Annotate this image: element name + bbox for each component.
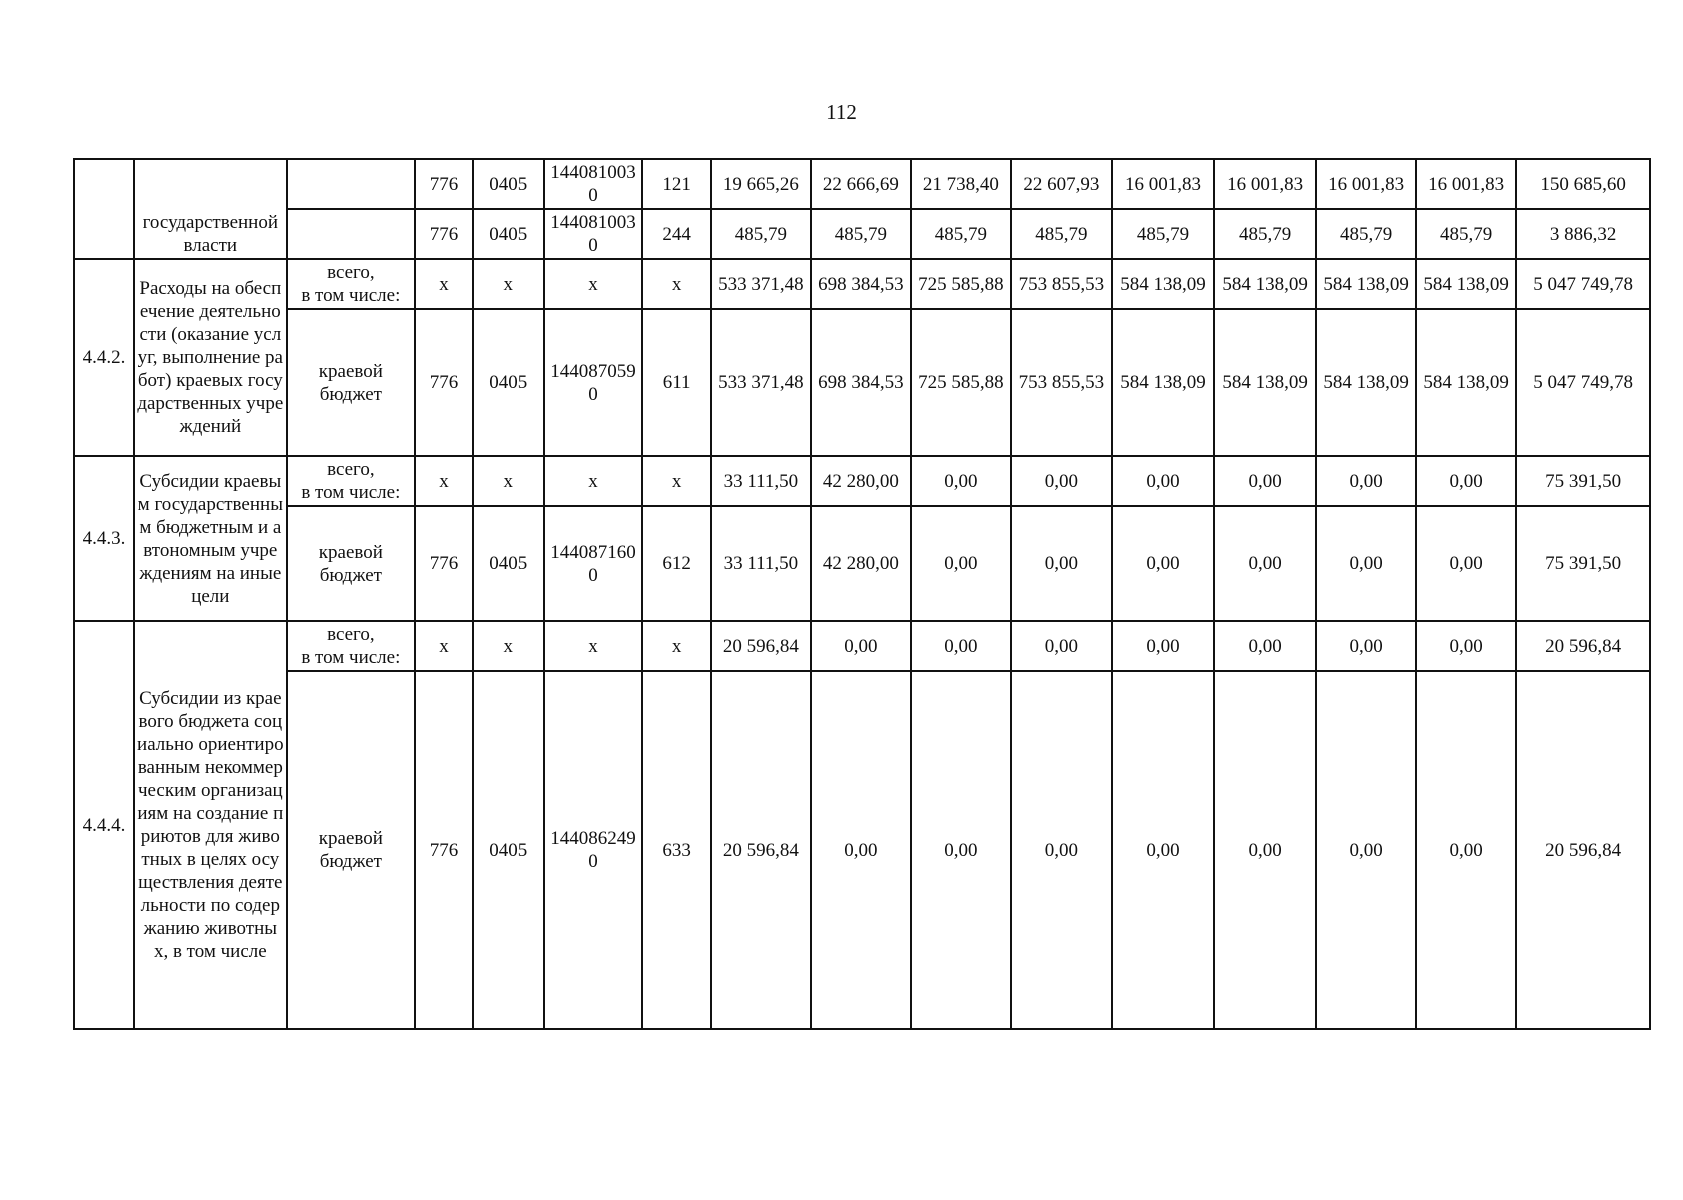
year-amount: 0,00 — [911, 671, 1011, 1029]
funding-source — [287, 159, 415, 209]
item-number: 4.4.2. — [74, 259, 134, 456]
funding-source-line: в том числе: — [301, 285, 401, 306]
year-amount: 42 280,00 — [811, 456, 911, 506]
year-amount: 584 138,09 — [1214, 309, 1316, 456]
year-amount: 485,79 — [911, 209, 1011, 259]
year-amount: 533 371,48 — [711, 309, 811, 456]
target-article-code: 1440870590 — [544, 309, 643, 456]
table-row — [74, 309, 1650, 456]
year-amount: 0,00 — [1112, 456, 1214, 506]
funding-source-line: бюджет — [319, 564, 382, 586]
year-amount: 0,00 — [1214, 671, 1316, 1029]
total-amount: 75 391,50 — [1516, 456, 1650, 506]
year-amount: 485,79 — [1011, 209, 1112, 259]
section-code: 0405 — [473, 209, 544, 259]
year-amount: 0,00 — [1214, 621, 1316, 671]
year-amount: 16 001,83 — [1416, 159, 1516, 209]
expense-type-code: 121 — [642, 159, 710, 209]
year-amount: 0,00 — [1011, 621, 1112, 671]
funding-source-line: всего, — [327, 624, 375, 645]
funding-source-line: в том числе: — [301, 647, 401, 668]
year-amount: 485,79 — [1316, 209, 1416, 259]
section-code: 0405 — [473, 671, 544, 1029]
year-amount: 0,00 — [911, 456, 1011, 506]
year-amount: 16 001,83 — [1112, 159, 1214, 209]
funding-source-line: бюджет — [319, 851, 382, 872]
year-amount: 0,00 — [811, 671, 911, 1029]
target-article-code: x — [544, 621, 643, 671]
target-article-code: 1440810030 — [544, 209, 643, 259]
year-amount: 485,79 — [711, 209, 811, 259]
funding-source-line: бюджет — [319, 383, 382, 405]
table-row — [74, 456, 1650, 506]
section-code: 0405 — [473, 159, 544, 209]
year-amount: 485,79 — [811, 209, 911, 259]
year-amount: 753 855,53 — [1011, 309, 1112, 456]
grbs-code: 776 — [415, 506, 473, 621]
item-name: Субсидии краевым государственным бюджетным и автономным учреждениям на иные цели — [134, 456, 287, 621]
year-amount: 0,00 — [1011, 456, 1112, 506]
year-amount: 0,00 — [1112, 506, 1214, 621]
year-amount: 533 371,48 — [711, 259, 811, 309]
section-code: 0405 — [473, 506, 544, 621]
year-amount: 584 138,09 — [1112, 309, 1214, 456]
table-row — [74, 506, 1650, 621]
target-article-code: 1440810030 — [544, 159, 643, 209]
funding-source-line: всего, — [327, 459, 375, 480]
total-amount: 20 596,84 — [1516, 671, 1650, 1029]
target-article-code: x — [544, 259, 643, 309]
year-amount: 0,00 — [911, 621, 1011, 671]
year-amount: 584 138,09 — [1316, 309, 1416, 456]
year-amount: 33 111,50 — [711, 506, 811, 621]
year-amount: 584 138,09 — [1112, 259, 1214, 309]
year-amount: 33 111,50 — [711, 456, 811, 506]
item-number — [74, 159, 134, 259]
grbs-code: 776 — [415, 309, 473, 456]
section-code: x — [473, 456, 544, 506]
total-amount: 5 047 749,78 — [1516, 259, 1650, 309]
year-amount: 0,00 — [1416, 621, 1516, 671]
grbs-code: 776 — [415, 671, 473, 1029]
year-amount: 0,00 — [1214, 506, 1316, 621]
item-name: Расходы на обеспечение деятельности (оказание услуг, выполнение работ) краевых государственных учреждений — [134, 259, 287, 456]
funding-source-line: в том числе: — [301, 482, 401, 503]
expense-type-code: 612 — [642, 506, 710, 621]
year-amount: 584 138,09 — [1214, 259, 1316, 309]
total-amount: 150 685,60 — [1516, 159, 1650, 209]
year-amount: 584 138,09 — [1416, 309, 1516, 456]
year-amount: 698 384,53 — [811, 309, 911, 456]
year-amount: 0,00 — [1112, 621, 1214, 671]
target-article-code: x — [544, 456, 643, 506]
funding-source — [287, 456, 415, 506]
grbs-code: 776 — [415, 159, 473, 209]
year-amount: 0,00 — [1011, 506, 1112, 621]
year-amount: 19 665,26 — [711, 159, 811, 209]
year-amount: 0,00 — [1416, 671, 1516, 1029]
year-amount: 20 596,84 — [711, 671, 811, 1029]
funding-source-line: краевой — [318, 541, 383, 563]
year-amount: 16 001,83 — [1214, 159, 1316, 209]
grbs-code: x — [415, 456, 473, 506]
year-amount: 0,00 — [1316, 621, 1416, 671]
grbs-code: x — [415, 259, 473, 309]
year-amount: 20 596,84 — [711, 621, 811, 671]
year-amount: 16 001,83 — [1316, 159, 1416, 209]
funding-source — [287, 621, 415, 671]
expense-type-code: x — [642, 621, 710, 671]
table-row — [74, 671, 1650, 1029]
year-amount: 584 138,09 — [1316, 259, 1416, 309]
funding-source — [287, 259, 415, 309]
year-amount: 22 607,93 — [1011, 159, 1112, 209]
year-amount: 0,00 — [1214, 456, 1316, 506]
table-row — [74, 159, 1650, 209]
year-amount: 725 585,88 — [911, 259, 1011, 309]
table-row — [74, 621, 1650, 671]
year-amount: 0,00 — [1316, 506, 1416, 621]
year-amount: 0,00 — [1316, 456, 1416, 506]
section-code: x — [473, 259, 544, 309]
total-amount: 5 047 749,78 — [1516, 309, 1650, 456]
year-amount: 21 738,40 — [911, 159, 1011, 209]
table-row — [74, 209, 1650, 259]
grbs-code: 776 — [415, 209, 473, 259]
expense-type-code: x — [642, 259, 710, 309]
year-amount: 485,79 — [1214, 209, 1316, 259]
year-amount: 0,00 — [1416, 506, 1516, 621]
expense-type-code: 244 — [642, 209, 710, 259]
total-amount: 20 596,84 — [1516, 621, 1650, 671]
year-amount: 0,00 — [911, 506, 1011, 621]
year-amount: 0,00 — [811, 621, 911, 671]
year-amount: 22 666,69 — [811, 159, 911, 209]
total-amount: 75 391,50 — [1516, 506, 1650, 621]
grbs-code: x — [415, 621, 473, 671]
year-amount: 42 280,00 — [811, 506, 911, 621]
expense-type-code: 611 — [642, 309, 710, 456]
section-code: x — [473, 621, 544, 671]
funding-source-line: краевой — [318, 828, 383, 849]
year-amount: 753 855,53 — [1011, 259, 1112, 309]
funding-source — [287, 506, 415, 621]
page-number: 112 — [826, 100, 857, 124]
target-article-code: 1440871600 — [544, 506, 643, 621]
item-name: Субсидии из краевого бюджета социально ориентированным некоммерческим организациям на создание приютов для животных в целях осуществления деятельности по содержанию животных, в том числе — [134, 621, 287, 1029]
budget-table — [73, 158, 1651, 1030]
year-amount: 485,79 — [1416, 209, 1516, 259]
year-amount: 485,79 — [1112, 209, 1214, 259]
funding-source-line: краевой — [318, 360, 383, 382]
expense-type-code: 633 — [642, 671, 710, 1029]
year-amount: 0,00 — [1011, 671, 1112, 1029]
budget-table-body — [74, 159, 1650, 1029]
funding-source — [287, 209, 415, 259]
year-amount: 0,00 — [1316, 671, 1416, 1029]
item-number: 4.4.3. — [74, 456, 134, 621]
year-amount: 584 138,09 — [1416, 259, 1516, 309]
total-amount: 3 886,32 — [1516, 209, 1650, 259]
year-amount: 698 384,53 — [811, 259, 911, 309]
section-code: 0405 — [473, 309, 544, 456]
funding-source-line: всего, — [327, 262, 375, 283]
year-amount: 0,00 — [1112, 671, 1214, 1029]
item-name: государственной власти — [134, 159, 287, 259]
funding-source — [287, 309, 415, 456]
expense-type-code: x — [642, 456, 710, 506]
item-number: 4.4.4. — [74, 621, 134, 1029]
year-amount: 725 585,88 — [911, 309, 1011, 456]
year-amount: 0,00 — [1416, 456, 1516, 506]
table-row — [74, 259, 1650, 309]
target-article-code: 1440862490 — [544, 671, 643, 1029]
funding-source — [287, 671, 415, 1029]
